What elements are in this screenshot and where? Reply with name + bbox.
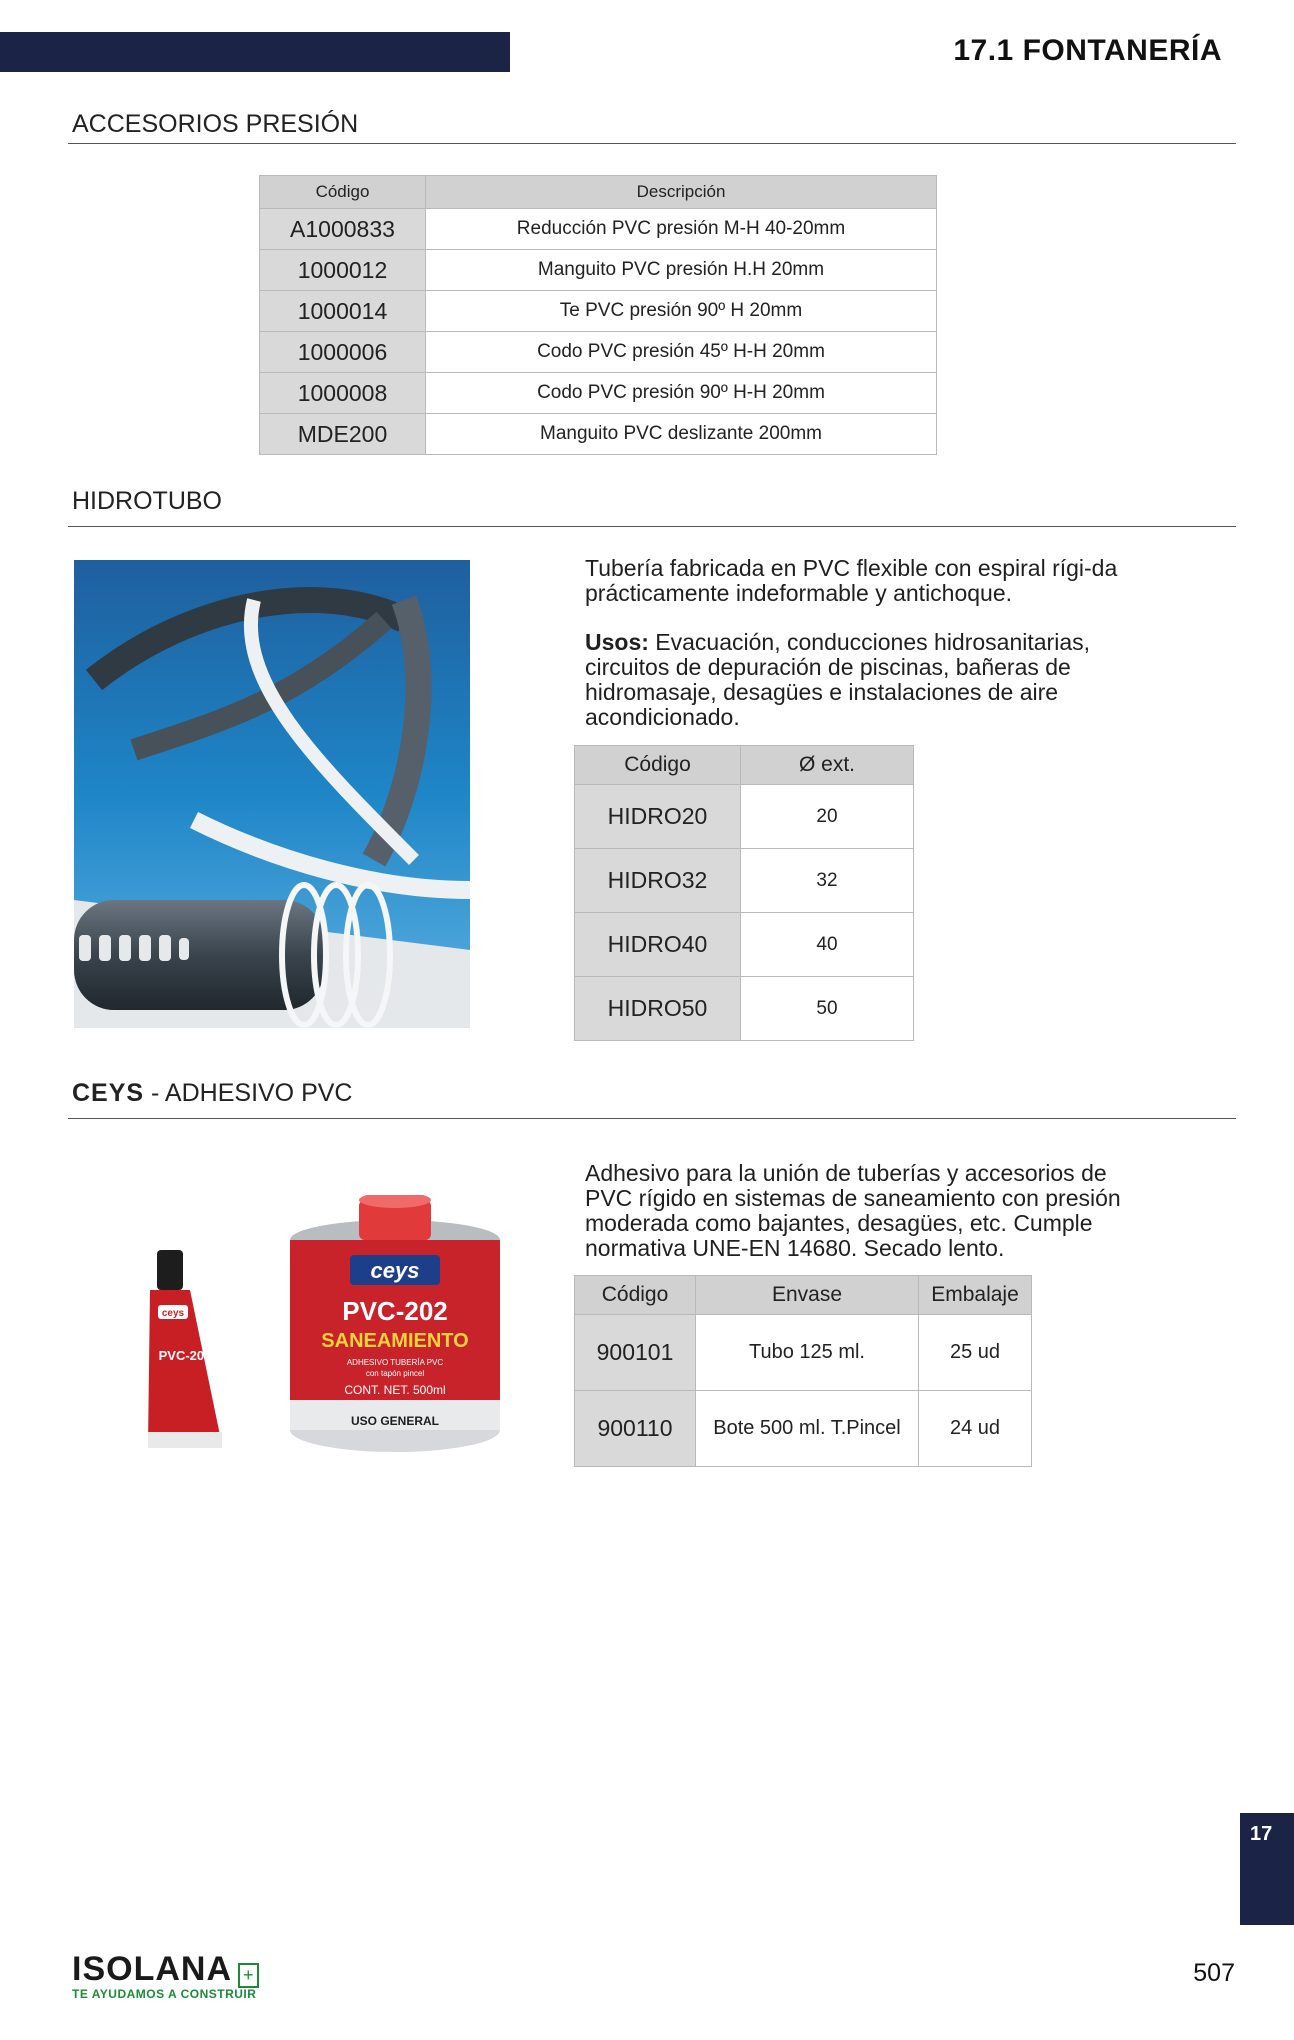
column-header-embalaje: Embalaje [919, 1276, 1032, 1315]
tube-brand-text: ceys [161, 1308, 185, 1319]
column-header-codigo: Código [260, 176, 426, 209]
table-row [575, 1391, 1032, 1467]
can-sub2-text: con tapón pincel [365, 1369, 425, 1378]
envase-cell: Bote 500 ml. T.Pincel [696, 1391, 919, 1467]
can-brand-text: ceys [370, 1258, 420, 1283]
page-title: 17.1 FONTANERÍA [953, 34, 1222, 67]
table-row [575, 977, 914, 1041]
can-line-text: SANEAMIENTO [321, 1330, 469, 1352]
can-content-text: CONT. NET. 500ml [344, 1383, 446, 1397]
section-divider [68, 143, 1236, 144]
company-logo [72, 1950, 259, 2001]
chapter-number: 17 [1250, 1823, 1273, 1845]
accesorios-table [259, 175, 937, 455]
code-cell: 1000012 [260, 250, 426, 291]
section-heading-ceys [72, 1079, 352, 1108]
code-cell: HIDRO20 [575, 785, 741, 849]
chapter-tab [1240, 1813, 1294, 1925]
hidrotubo-table [574, 745, 914, 1041]
logo-plus-icon: + [238, 1963, 259, 1988]
usos-text: Evacuación, conducciones hidrosanitarias, circuitos de depuración de piscinas, bañeras de hidromasaje, desagües e instalaciones de aire acondicionado. [585, 629, 1090, 730]
hidrotubo-description: Tubería fabricada en PVC flexible con espiral rígi-da prácticamente indeformable y antichoque. [585, 555, 1118, 606]
heading-text: - ADHESIVO PVC [144, 1079, 353, 1107]
usos-label: Usos: [585, 629, 649, 655]
table-row [575, 913, 914, 977]
header-bar [0, 32, 510, 72]
description-cell: Manguito PVC presión H.H 20mm [426, 250, 937, 291]
table-row [260, 373, 937, 414]
can-model-text: PVC-202 [342, 1296, 448, 1326]
table-row [260, 291, 937, 332]
ceys-description: Adhesivo para la unión de tuberías y accesorios de PVC rígido en sistemas de saneamiento con presión moderada como bajantes, desagües, etc. Cumple normativa UNE-EN 14680. Secado lento. [585, 1160, 1121, 1261]
table-row [260, 250, 937, 291]
hidrotubo-product-image [74, 560, 470, 1028]
code-cell: 1000006 [260, 332, 426, 373]
diameter-cell: 40 [741, 913, 914, 977]
diameter-cell: 50 [741, 977, 914, 1041]
embalaje-cell: 24 ud [919, 1391, 1032, 1467]
code-cell: 900110 [575, 1391, 696, 1467]
diameter-cell: 32 [741, 849, 914, 913]
page-number: 507 [1193, 1959, 1235, 1987]
ceys-can-image [285, 1195, 505, 1455]
logo-tagline: TE AYUDAMOS A CONSTRUIR [72, 1987, 257, 2001]
table-row [260, 209, 937, 250]
column-header-envase: Envase [696, 1276, 919, 1315]
description-cell: Codo PVC presión 90º H-H 20mm [426, 373, 937, 414]
description-cell: Manguito PVC deslizante 200mm [426, 414, 937, 455]
ceys-table [574, 1275, 1032, 1467]
column-header-codigo: Código [575, 746, 741, 785]
code-cell: HIDRO40 [575, 913, 741, 977]
column-header-codigo: Código [575, 1276, 696, 1315]
table-row [575, 785, 914, 849]
table-row [260, 414, 937, 455]
code-cell: 900101 [575, 1315, 696, 1391]
embalaje-cell: 25 ud [919, 1315, 1032, 1391]
code-cell: HIDRO32 [575, 849, 741, 913]
column-header-diameter: Ø ext. [741, 746, 914, 785]
description-cell: Reducción PVC presión M-H 40-20mm [426, 209, 937, 250]
column-header-descripcion: Descripción [426, 176, 937, 209]
diameter-cell: 20 [741, 785, 914, 849]
envase-cell: Tubo 125 ml. [696, 1315, 919, 1391]
description-cell: Codo PVC presión 45º H-H 20mm [426, 332, 937, 373]
section-heading-hidrotubo: HIDROTUBO [72, 487, 222, 515]
can-usage-text: USO GENERAL [350, 1414, 440, 1428]
code-cell: 1000008 [260, 373, 426, 414]
code-cell: A1000833 [260, 209, 426, 250]
table-row [575, 1315, 1032, 1391]
tube-model-text: PVC-202 [158, 1348, 212, 1363]
table-row [260, 332, 937, 373]
can-sub-text: ADHESIVO TUBERÍA PVC [346, 1358, 444, 1367]
code-cell: 1000014 [260, 291, 426, 332]
table-row [575, 849, 914, 913]
code-cell: MDE200 [260, 414, 426, 455]
hidrotubo-usos [585, 630, 1145, 730]
brand-name: CEYS [72, 1079, 145, 1107]
section-heading-accesorios: ACCESORIOS PRESIÓN [72, 110, 359, 138]
logo-name: ISOLANA [72, 1950, 232, 1988]
code-cell: HIDRO50 [575, 977, 741, 1041]
ceys-tube-image [140, 1250, 230, 1455]
description-cell: Te PVC presión 90º H 20mm [426, 291, 937, 332]
section-divider [68, 526, 1236, 527]
section-divider [68, 1118, 1236, 1119]
